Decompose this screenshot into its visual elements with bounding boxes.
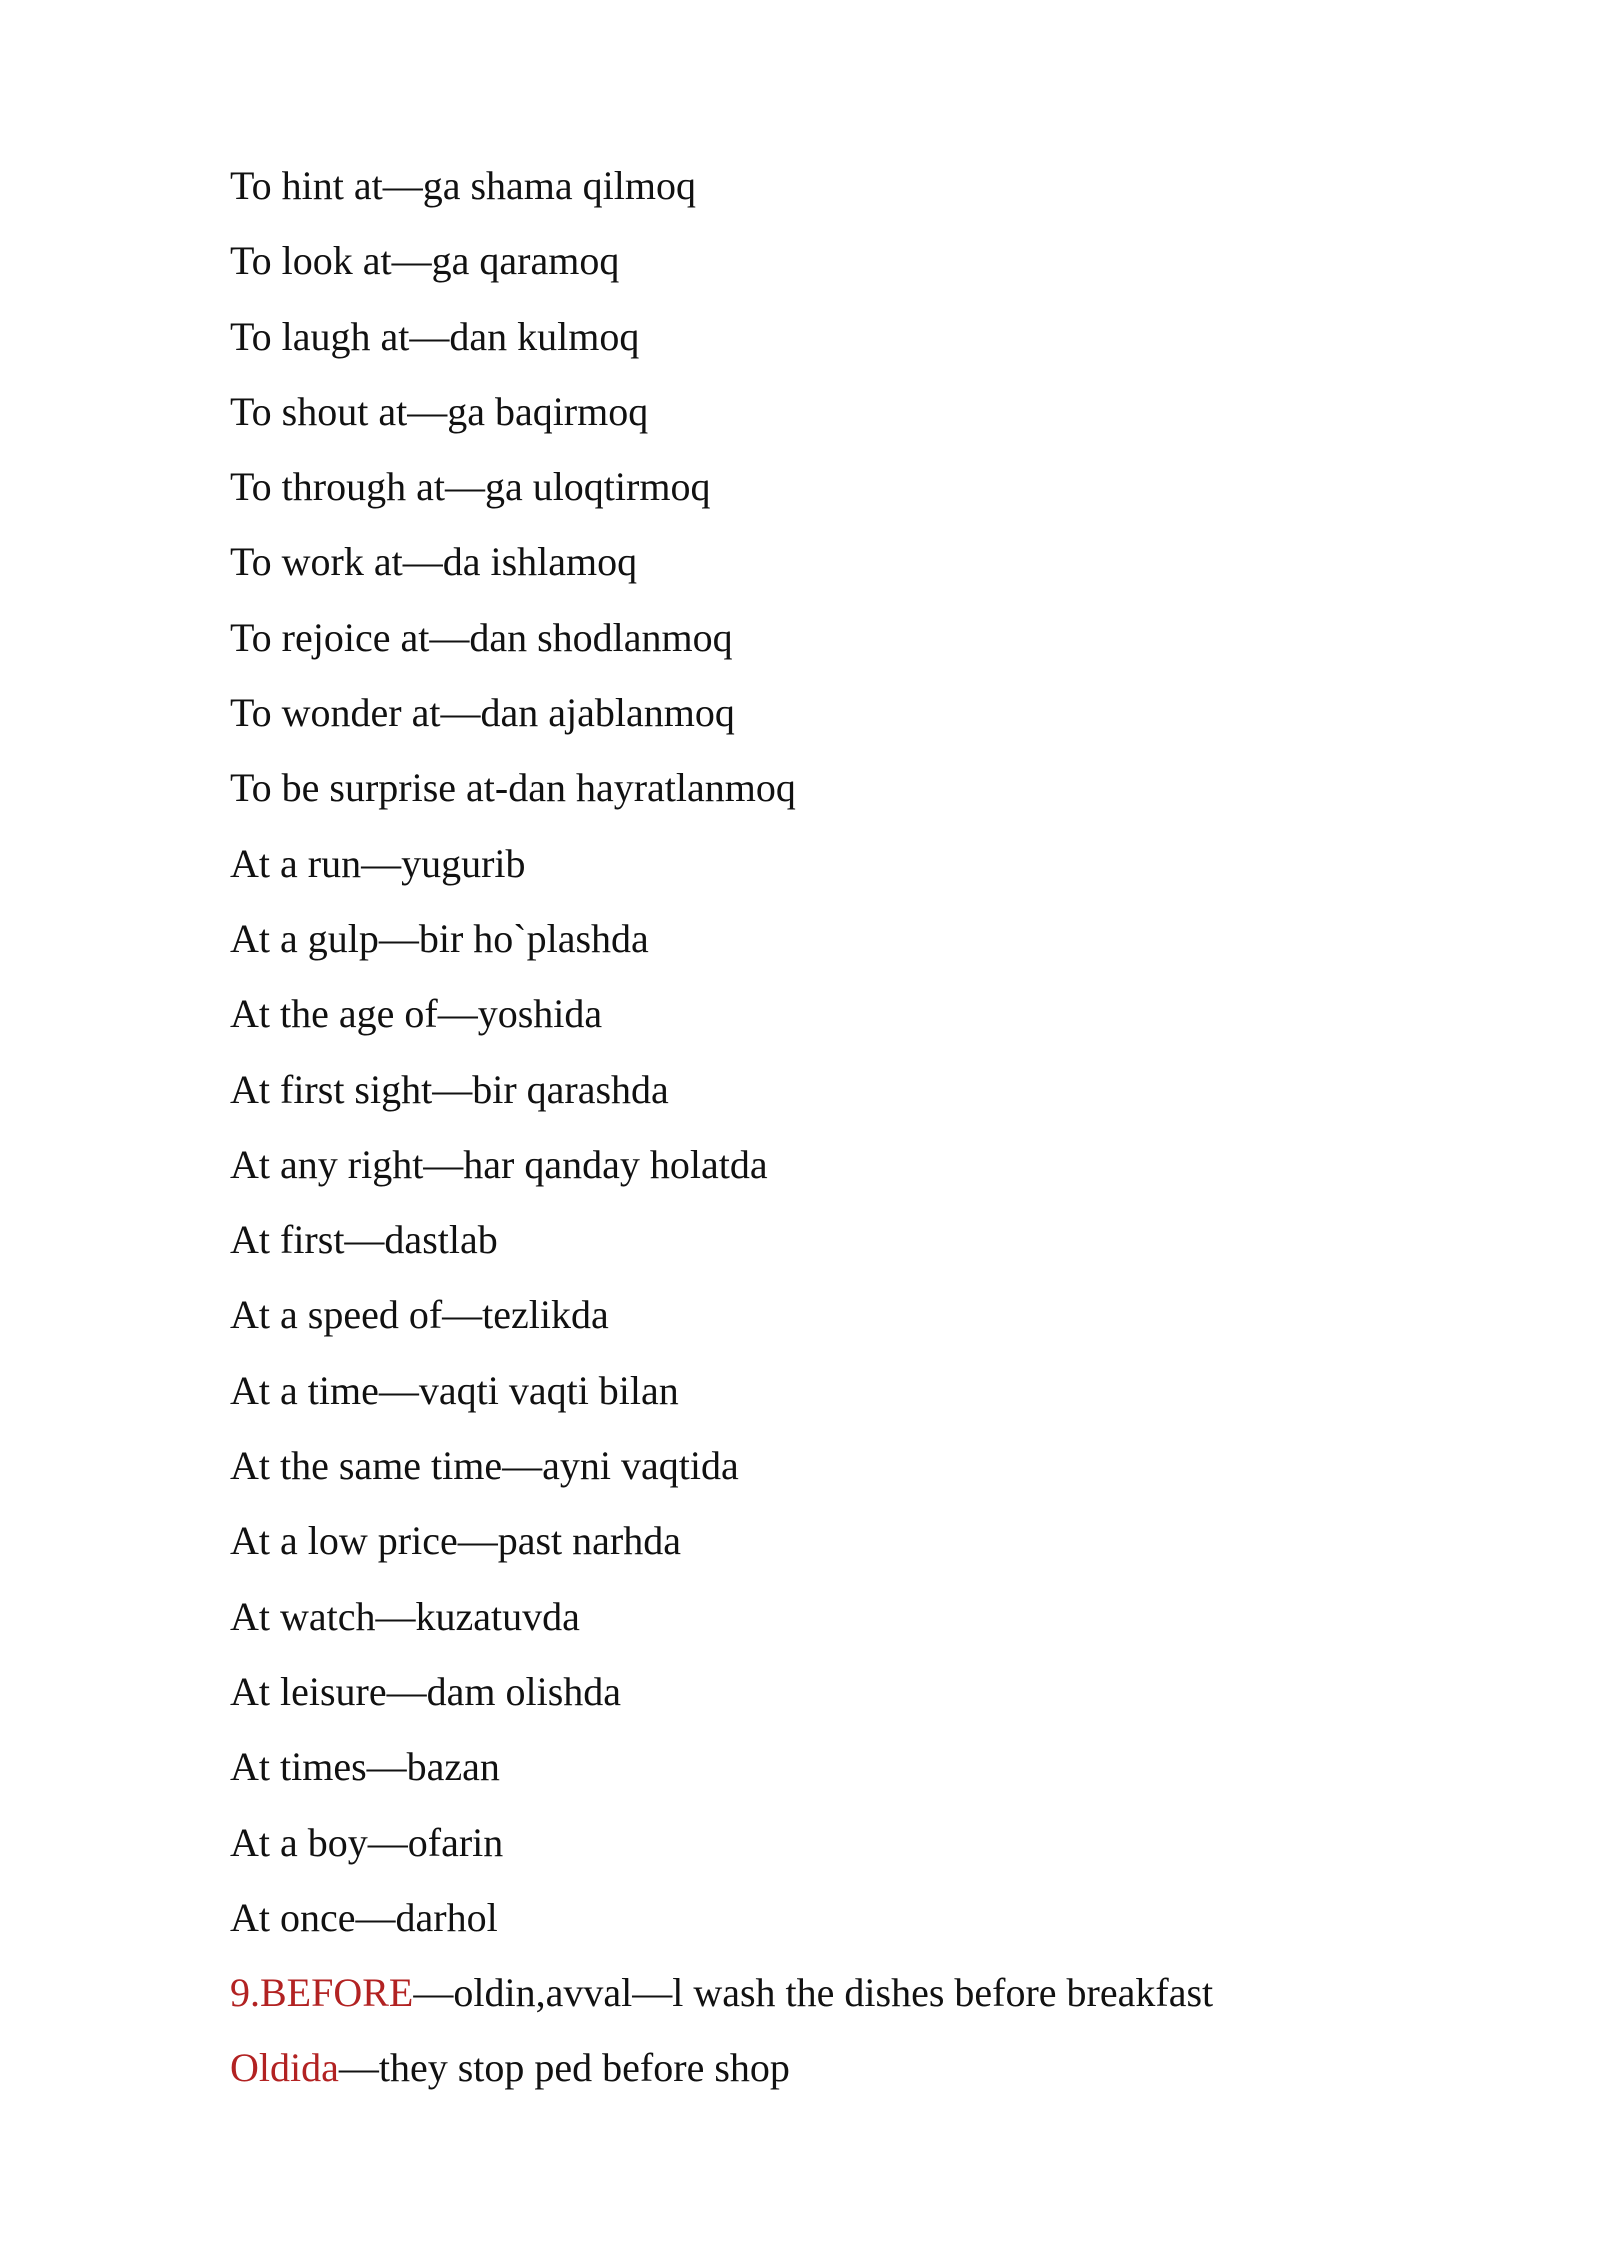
text-line: To be surprise at-dan hayratlanmoq xyxy=(230,765,796,811)
text-line: At the same time—ayni vaqtida xyxy=(230,1443,739,1489)
text-line: At times—bazan xyxy=(230,1744,500,1790)
text-line: At first—dastlab xyxy=(230,1217,498,1263)
text-line: To wonder at—dan ajablanmoq xyxy=(230,690,735,736)
text-line: To shout at—ga baqirmoq xyxy=(230,388,649,434)
text-line: At once—darhol xyxy=(230,1894,498,1940)
text-line: At a time—vaqti vaqti bilan xyxy=(230,1367,679,1413)
text-line: At the age of—yoshida xyxy=(230,991,603,1037)
oldida-definition: —they stop ped before shop xyxy=(338,2045,790,2091)
oldida-heading: Oldida xyxy=(230,2045,339,2091)
text-line: At watch—kuzatuvda xyxy=(230,1593,580,1639)
before-definition: —oldin,avval—l wash the dishes before breakfast xyxy=(413,1970,1214,2016)
before-heading: 9.BEFORE xyxy=(230,1970,414,2016)
text-line: To hint at—ga shama qilmoq xyxy=(230,163,697,208)
text-line: At a speed of—tezlikda xyxy=(230,1292,609,1338)
text-line: To look at—ga qaramoq xyxy=(230,238,620,284)
text-line: At a gulp—bir ho`plashda xyxy=(230,915,649,961)
text-line: At a boy—ofarin xyxy=(230,1819,504,1865)
text-line: To through at—ga uloqtirmoq xyxy=(230,464,711,510)
text-line: To laugh at—dan kulmoq xyxy=(230,313,640,359)
text-line: At any right—har qanday holatda xyxy=(230,1141,768,1187)
document-body xyxy=(230,148,1430,2106)
oldida-line xyxy=(230,2030,1430,2105)
text-line: To rejoice at—dan shodlanmoq xyxy=(230,614,733,660)
before-line xyxy=(230,1955,1430,2030)
text-line: At first sight—bir qarashda xyxy=(230,1066,669,1112)
text-line: At a low price—past narhda xyxy=(230,1518,681,1564)
text-line: At leisure—dam olishda xyxy=(230,1668,622,1714)
text-line: At a run—yugurib xyxy=(230,840,526,886)
text-line: To work at—da ishlamoq xyxy=(230,539,638,585)
